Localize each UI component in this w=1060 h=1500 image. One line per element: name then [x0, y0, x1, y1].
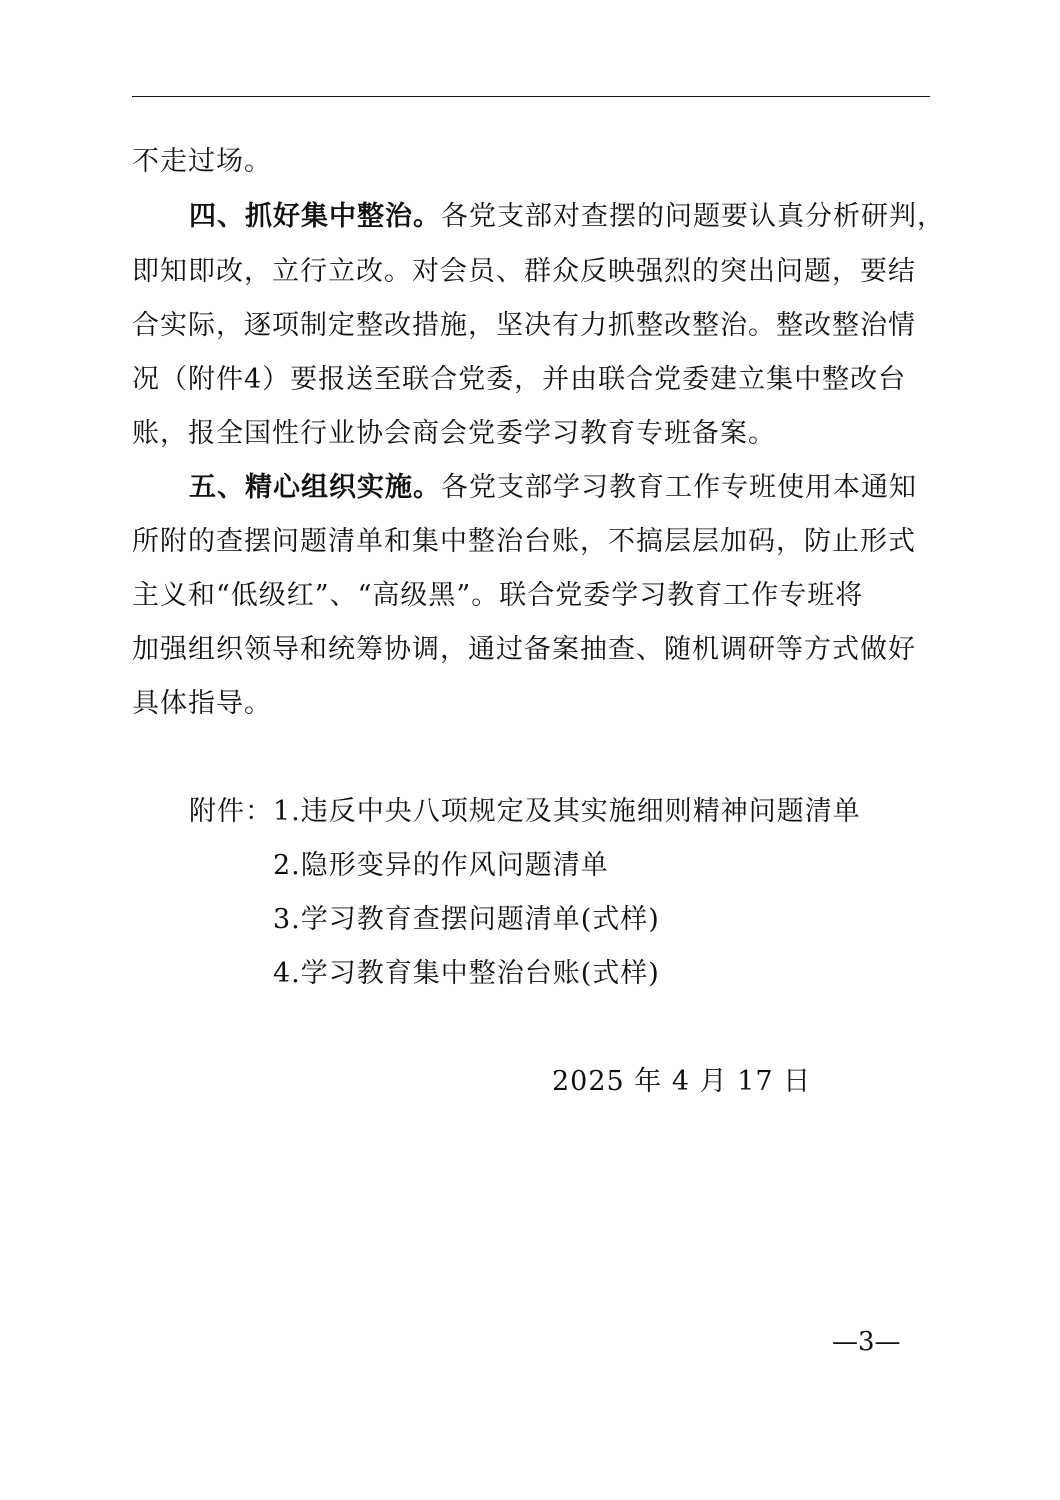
attachment-item-4: 4.学习教育集中整治台账(式样): [273, 958, 660, 989]
section-4-first-line: [189, 201, 945, 233]
attachments-label: 附件：: [189, 796, 273, 827]
body-line-11: 具体指导。: [132, 688, 272, 719]
body-line-10: 加强组织领导和统筹协调，通过备案抽查、随机调研等方式做好: [132, 634, 916, 665]
document-date: 2025 年 4 月 17 日: [552, 1066, 812, 1097]
section-5-text: 各党支部学习教育工作专班使用本通知: [441, 472, 917, 503]
section-4-heading: 四、抓好集中整治。: [189, 201, 441, 232]
page-number: —3—: [832, 1327, 901, 1357]
section-4-text: 各党支部对查摆的问题要认真分析研判，: [441, 201, 945, 232]
body-line-5: 况（附件4）要报送至联合党委，并由联合党委建立集中整改台: [132, 364, 907, 395]
body-line-6: 账，报全国性行业协会商会党委学习教育专班备案。: [132, 418, 776, 449]
attachment-item-3: 3.学习教育查摆问题清单(式样): [273, 904, 660, 935]
body-line-9: 主义和“低级红”、“高级黑”。联合党委学习教育工作专班将: [132, 580, 864, 611]
body-line-3: 即知即改，立行立改。对会员、群众反映强烈的突出问题，要结: [132, 256, 916, 287]
header-rule: [132, 96, 930, 97]
section-5-first-line: [189, 472, 917, 504]
body-line-4: 合实际，逐项制定整改措施，坚决有力抓整改整治。整改整治情: [132, 310, 916, 341]
attachment-item-2: 2.隐形变异的作风问题清单: [273, 850, 609, 881]
attachment-item-1: 1.违反中央八项规定及其实施细则精神问题清单: [273, 796, 861, 827]
section-5-heading: 五、精心组织实施。: [189, 472, 441, 503]
body-line-8: 所附的查摆问题清单和集中整治台账，不搞层层加码，防止形式: [132, 526, 916, 557]
body-line-1: 不走过场。: [132, 146, 272, 177]
